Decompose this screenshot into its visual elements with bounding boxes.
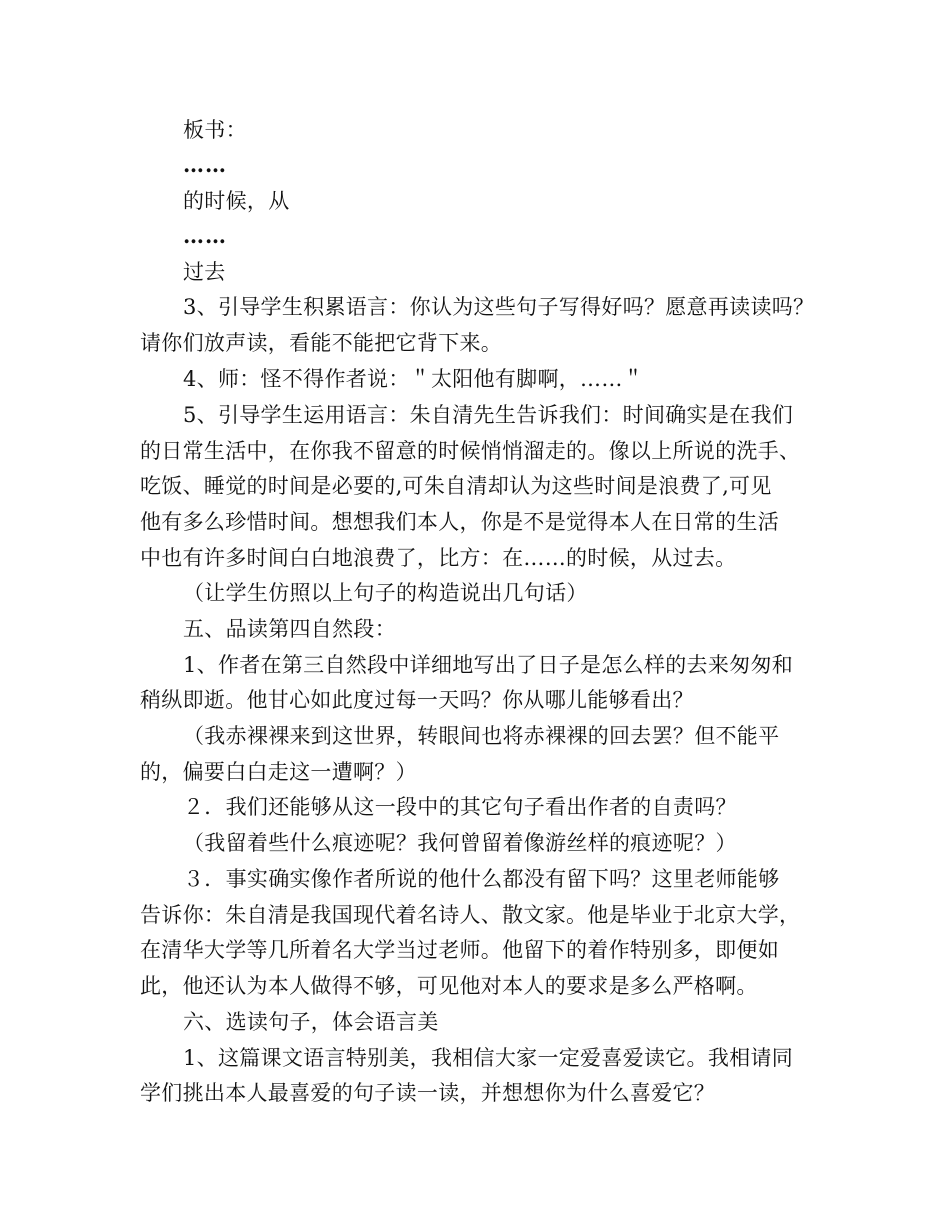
paragraph-line: 中也有许多时间白白地浪费了，比方：在……的时候，从过去。 bbox=[140, 546, 737, 570]
paragraph-line: 学们挑出本人最喜爱的句子读一读，并想想你为什么喜爱它？ bbox=[140, 1081, 716, 1105]
paragraph-line: 在清华大学等几所着名大学当过老师。他留下的着作特别多，即便如 bbox=[140, 938, 779, 962]
section-heading: 五、品读第四自然段： bbox=[183, 617, 396, 641]
paragraph-line: 4、师：怪不得作者说：＂太阳他有脚啊，……＂ bbox=[183, 367, 644, 391]
paragraph-line: 1、这篇课文语言特别美，我相信大家一定爱喜爱读它。我相请同 bbox=[183, 1046, 794, 1070]
paragraph-line: （让学生仿照以上句子的构造说出几句话） bbox=[183, 581, 588, 605]
ellipsis-line: …… bbox=[183, 223, 227, 248]
paragraph-line: （我赤裸裸来到这世界，转眼间也将赤裸裸的回去罢？但不能平 bbox=[183, 724, 780, 748]
paragraph-line: 请你们放声读，看能不能把它背下来。 bbox=[140, 331, 503, 355]
paragraph-line: 他有多么珍惜时间。想想我们本人，你是不是觉得本人在日常的生活 bbox=[140, 510, 779, 534]
paragraph-line: 稍纵即逝。他甘心如此度过每一天吗？你从哪儿能够看出？ bbox=[140, 688, 694, 712]
paragraph-line: 1、作者在第三自然段中详细地写出了日子是怎么样的去来匆匆和 bbox=[183, 653, 794, 677]
board-line: 过去 bbox=[183, 260, 226, 284]
paragraph-line: 的，偏要白白走这一遭啊？） bbox=[140, 760, 417, 784]
board-label: 板书： bbox=[183, 118, 247, 142]
paragraph-line: 告诉你：朱自清是我国现代着名诗人、散文家。他是毕业于北京大学， bbox=[140, 903, 801, 927]
paragraph-line: 5、引导学生运用语言：朱自清先生告诉我们：时间确实是在我们 bbox=[183, 403, 794, 427]
paragraph-line: 的日常生活中，在你我不留意的时候悄悄溜走的。像以上所说的洗手、 bbox=[140, 439, 801, 463]
paragraph-line: ３．事实确实像作者所说的他什么都没有留下吗？这里老师能够 bbox=[183, 867, 780, 891]
section-heading: 六、选读句子，体会语言美 bbox=[183, 1010, 439, 1034]
board-line: 的时候，从 bbox=[183, 189, 290, 213]
paragraph-line: （我留着些什么痕迹呢？我何曾留着像游丝样的痕迹呢？） bbox=[183, 831, 737, 855]
ellipsis-line: …… bbox=[183, 152, 227, 177]
paragraph-line: 此，他还认为本人做得不够，可见他对本人的要求是多么严格啊。 bbox=[140, 974, 758, 998]
paragraph-line: 吃饭、睡觉的时间是必要的,可朱自清却认为这些时间是浪费了,可见 bbox=[140, 474, 772, 498]
paragraph-line: 3、引导学生积累语言：你认为这些句子写得好吗？愿意再读读吗？ bbox=[183, 295, 815, 319]
paragraph-line: ２．我们还能够从这一段中的其它句子看出作者的自责吗？ bbox=[183, 795, 737, 819]
